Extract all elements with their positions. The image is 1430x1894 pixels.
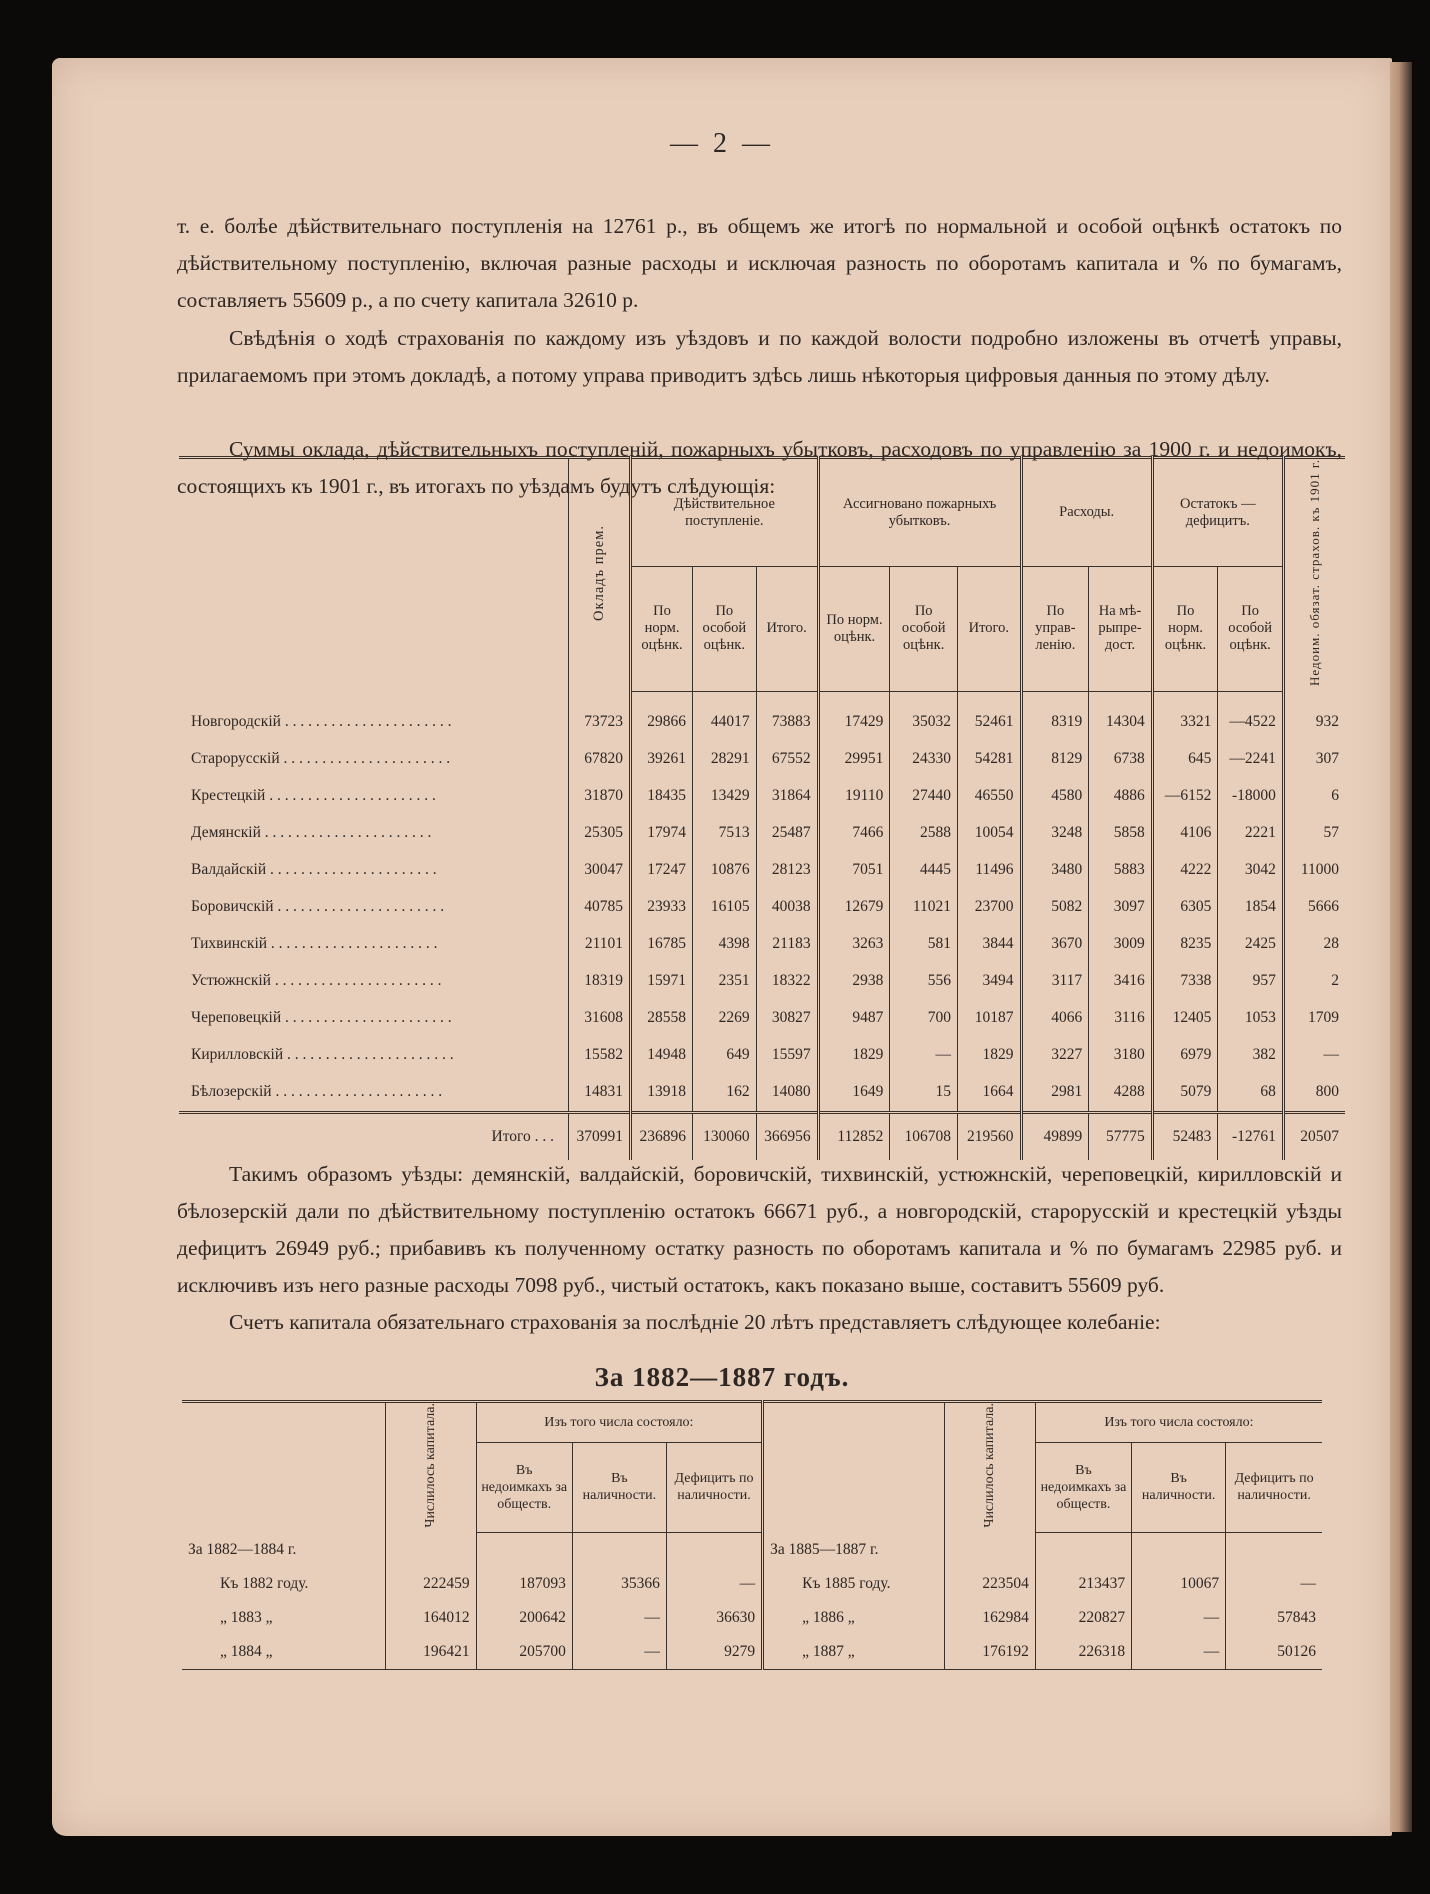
table-cell: 649 bbox=[693, 1037, 757, 1074]
table-cell: 307 bbox=[1283, 741, 1345, 778]
page-number: — 2 — bbox=[670, 128, 774, 159]
page-edge bbox=[1390, 62, 1412, 1832]
header-deficit: Дефицитъ по наличности. bbox=[666, 1442, 762, 1532]
district-name: Устюжнскій . . . . . . . . . . . . . . . . . . . . . . bbox=[191, 972, 442, 990]
table-cell: 35032 bbox=[890, 704, 958, 741]
table-cell: 68 bbox=[1218, 1074, 1284, 1113]
table-cell: 4066 bbox=[1021, 1000, 1089, 1037]
header-v-nalichnosti: Въ наличности. bbox=[1132, 1442, 1226, 1532]
table-cell: 14948 bbox=[631, 1037, 693, 1074]
table-cell: —6152 bbox=[1152, 778, 1218, 815]
table-cell: 2269 bbox=[693, 1000, 757, 1037]
table-cell: 15597 bbox=[756, 1037, 818, 1074]
table-cell: 382 bbox=[1218, 1037, 1284, 1074]
table-row bbox=[179, 1000, 1345, 1037]
leader-dots: . . . . . . . . . . . . . . . . . . . . . . bbox=[270, 972, 442, 990]
table-cell: 13429 bbox=[693, 778, 757, 815]
row-label: Къ 1882 году. bbox=[220, 1575, 309, 1593]
table-cell: 21101 bbox=[569, 926, 631, 963]
district-name: Боровичскій . . . . . . . . . . . . . . . . . . . . . . bbox=[191, 898, 445, 916]
table-cell: — bbox=[1132, 1601, 1226, 1635]
table-cell: 27440 bbox=[890, 778, 958, 815]
header-assignovano: Ассигновано пожарныхъ убытковъ. bbox=[818, 458, 1021, 567]
table-row bbox=[182, 1601, 1322, 1635]
table-cell: 40038 bbox=[756, 889, 818, 926]
table-row bbox=[182, 1635, 1322, 1670]
header-po-osob: По особой оцѣнк. bbox=[1218, 567, 1284, 691]
total-label: Итого . . . bbox=[179, 1112, 569, 1160]
row-label: „ 1884 „ bbox=[220, 1643, 273, 1661]
header-rashody: Расходы. bbox=[1021, 458, 1152, 567]
table-cell: 16785 bbox=[631, 926, 693, 963]
table-cell: 366956 bbox=[756, 1112, 818, 1160]
header-itogo: Итого. bbox=[756, 567, 818, 691]
table-cell: — bbox=[1132, 1635, 1226, 1670]
table-cell: 49899 bbox=[1021, 1112, 1089, 1160]
table-cell: 17429 bbox=[818, 704, 890, 741]
table-cell: — bbox=[572, 1635, 666, 1670]
row-label: За 1885—1887 г. bbox=[763, 1533, 945, 1568]
table-cell bbox=[666, 1533, 762, 1568]
document-page bbox=[52, 58, 1392, 1836]
table-cell: 220827 bbox=[1035, 1601, 1131, 1635]
row-label: „ 1883 „ bbox=[220, 1609, 273, 1627]
table-cell: 12679 bbox=[818, 889, 890, 926]
table-cell: 14831 bbox=[569, 1074, 631, 1113]
table-cell: 1664 bbox=[958, 1074, 1022, 1113]
capital-table bbox=[182, 1400, 1322, 1670]
left-header-chislilos: Числилось капитала. bbox=[385, 1402, 476, 1533]
table-cell: 7513 bbox=[693, 815, 757, 852]
header-v-nedoimkah: Въ недоимкахъ за обществ. bbox=[476, 1442, 572, 1532]
table-cell: 7338 bbox=[1152, 963, 1218, 1000]
table-cell: 7466 bbox=[818, 815, 890, 852]
table-cell: 15582 bbox=[569, 1037, 631, 1074]
table-cell: 3670 bbox=[1021, 926, 1089, 963]
right-label-header bbox=[763, 1402, 945, 1533]
table-cell: — bbox=[890, 1037, 958, 1074]
table-cell bbox=[1035, 1533, 1131, 1568]
table-cell: 219560 bbox=[958, 1112, 1022, 1160]
table-cell: 3494 bbox=[958, 963, 1022, 1000]
table-cell: 13918 bbox=[631, 1074, 693, 1113]
leader-dots: . . . . . . . . . . . . . . . . . . . . . . bbox=[273, 898, 445, 916]
table-cell: 6 bbox=[1283, 778, 1345, 815]
table-cell: 36630 bbox=[666, 1601, 762, 1635]
table-cell: 5082 bbox=[1021, 889, 1089, 926]
table-cell: — bbox=[1226, 1567, 1322, 1601]
table-cell: 1854 bbox=[1218, 889, 1284, 926]
table-cell: —4522 bbox=[1218, 704, 1284, 741]
table-cell: 30827 bbox=[756, 1000, 818, 1037]
table-cell: 57 bbox=[1283, 815, 1345, 852]
table-cell: 11000 bbox=[1283, 852, 1345, 889]
header-v-nedoimkah: Въ недоимкахъ за обществ. bbox=[1035, 1442, 1131, 1532]
leader-dots: . . . . . . . . . . . . . . . . . . . . . . bbox=[280, 713, 452, 731]
leader-dots: . . . bbox=[530, 1127, 555, 1145]
table-cell: 73723 bbox=[569, 704, 631, 741]
table-cell: 700 bbox=[890, 1000, 958, 1037]
table-cell: 130060 bbox=[693, 1112, 757, 1160]
table-row bbox=[179, 852, 1345, 889]
table-cell: 7051 bbox=[818, 852, 890, 889]
table-cell: 15 bbox=[890, 1074, 958, 1113]
paragraph-5: Счетъ капитала обязательнаго страхованія за послѣдніе 20 лѣтъ представляетъ слѣдующее колебаніе: bbox=[229, 1310, 1161, 1334]
table-cell: 57843 bbox=[1226, 1601, 1322, 1635]
left-label-header bbox=[182, 1402, 385, 1533]
paragraph-4: Такимъ образомъ уѣзды: демянскій, валдайскій, боровичскій, тихвинскій, устюжнскій, череповецкій, кирилловскій и бѣлозерскій дали по дѣйствительному поступленію остатокъ 66671 руб., а новгородскій, старорусскій и крестецкій уѣзды дефицитъ 26949 руб.; прибавивъ къ полученному остатку разность по оборотамъ капитала и % по бумагамъ 22985 руб. и исключивъ изъ него разные расходы 7098 руб., чистый остатокъ, какъ показано выше, составитъ 55609 руб. bbox=[177, 1162, 1342, 1297]
table-cell: 11496 bbox=[958, 852, 1022, 889]
table-cell: 31870 bbox=[569, 778, 631, 815]
table-cell: — bbox=[666, 1567, 762, 1601]
table-cell: 2 bbox=[1283, 963, 1345, 1000]
table-row bbox=[179, 1074, 1345, 1113]
table-cell: 3116 bbox=[1089, 1000, 1153, 1037]
leader-dots: . . . . . . . . . . . . . . . . . . . . . . bbox=[271, 1083, 443, 1101]
table-cell: 2588 bbox=[890, 815, 958, 852]
header-deficit: Дефицитъ по наличности. bbox=[1226, 1442, 1322, 1532]
right-header-iz-togo: Изъ того числа состояло: bbox=[1035, 1402, 1322, 1443]
paragraph-1: т. е. болѣе дѣйствительнаго поступленія на 12761 р., въ общемъ же итогѣ по нормальной и особой оцѣнкѣ остатокъ по дѣйствительному поступленію, включая разные расходы и исключая разность по оборотамъ капитала и % по бумагамъ, составляетъ 55609 р., а по счету капитала 32610 р. bbox=[177, 214, 1342, 312]
table-cell: 112852 bbox=[818, 1112, 890, 1160]
leader-dots: . . . . . . . . . . . . . . . . . . . . . . bbox=[281, 1009, 452, 1027]
district-totals-table bbox=[179, 456, 1345, 1160]
row-label: „ 1886 „ bbox=[763, 1601, 945, 1635]
table-cell: 1829 bbox=[818, 1037, 890, 1074]
table-cell: 28123 bbox=[756, 852, 818, 889]
table-cell: 3248 bbox=[1021, 815, 1089, 852]
spacer-row bbox=[179, 691, 1345, 704]
table-cell: 29951 bbox=[818, 741, 890, 778]
table-cell: 4886 bbox=[1089, 778, 1153, 815]
table-cell: 8319 bbox=[1021, 704, 1089, 741]
table-cell: 28291 bbox=[693, 741, 757, 778]
header-po-norm: По норм. оцѣнк. bbox=[1152, 567, 1218, 691]
table-cell: 6738 bbox=[1089, 741, 1153, 778]
left-header-iz-togo: Изъ того числа состояло: bbox=[476, 1402, 763, 1443]
table-cell: 196421 bbox=[385, 1635, 476, 1670]
table-cell: 17974 bbox=[631, 815, 693, 852]
district-name: Череповецкій . . . . . . . . . . . . . . . . . . . . . . bbox=[191, 1009, 452, 1027]
leader-dots: . . . . . . . . . . . . . . . . . . . . . . bbox=[283, 1046, 454, 1064]
table-cell: 4445 bbox=[890, 852, 958, 889]
row-label: „ 1887 „ bbox=[763, 1635, 945, 1670]
table-cell: 2981 bbox=[1021, 1074, 1089, 1113]
table-cell: 21183 bbox=[756, 926, 818, 963]
table-cell: 2425 bbox=[1218, 926, 1284, 963]
table-cell: 3480 bbox=[1021, 852, 1089, 889]
table-cell: 2351 bbox=[693, 963, 757, 1000]
table-cell: 957 bbox=[1218, 963, 1284, 1000]
table-cell: 31864 bbox=[756, 778, 818, 815]
table-cell: 19110 bbox=[818, 778, 890, 815]
table-cell: 5858 bbox=[1089, 815, 1153, 852]
table-cell: 3844 bbox=[958, 926, 1022, 963]
table-cell: 10067 bbox=[1132, 1567, 1226, 1601]
table-cell: 1053 bbox=[1218, 1000, 1284, 1037]
table-cell: 18322 bbox=[756, 963, 818, 1000]
district-name: Крестецкій . . . . . . . . . . . . . . . . . . . . . . bbox=[191, 787, 436, 805]
header-nedoimki: Недоим. обязат. страхов. къ 1901 г. bbox=[1283, 458, 1345, 692]
paragraph-3: Суммы оклада, дѣйствительныхъ поступленій, пожарныхъ убытковъ, расходовъ по управленію за 1900 г. и недоимокъ, состоящихъ къ 1901 г., въ итогахъ по уѣздамъ будутъ слѣдующія: bbox=[177, 437, 1342, 498]
table-cell: — bbox=[1283, 1037, 1345, 1074]
period-row bbox=[182, 1533, 1322, 1568]
table-cell bbox=[385, 1533, 476, 1568]
table-cell: 52483 bbox=[1152, 1112, 1218, 1160]
table-cell: 3263 bbox=[818, 926, 890, 963]
table-cell: 3117 bbox=[1021, 963, 1089, 1000]
table-cell: 6979 bbox=[1152, 1037, 1218, 1074]
district-column-header bbox=[179, 458, 569, 692]
table-cell: 10876 bbox=[693, 852, 757, 889]
table-cell: 20507 bbox=[1283, 1112, 1345, 1160]
header-po-upravleniyu: По управ-ленію. bbox=[1021, 567, 1089, 691]
table-row bbox=[179, 815, 1345, 852]
table-cell: 14080 bbox=[756, 1074, 818, 1113]
table-cell: 14304 bbox=[1089, 704, 1153, 741]
table-cell: 8235 bbox=[1152, 926, 1218, 963]
table-cell: 10054 bbox=[958, 815, 1022, 852]
table-cell: 31608 bbox=[569, 1000, 631, 1037]
district-name: Старорусскій . . . . . . . . . . . . . . . . . . . . . . bbox=[191, 750, 451, 768]
table-row bbox=[179, 704, 1345, 741]
table-cell: 15971 bbox=[631, 963, 693, 1000]
table-row bbox=[179, 963, 1345, 1000]
section-title: За 1882—1887 годъ. bbox=[594, 1362, 850, 1392]
table-cell: 205700 bbox=[476, 1635, 572, 1670]
table-cell: 4106 bbox=[1152, 815, 1218, 852]
table-cell: 4288 bbox=[1089, 1074, 1153, 1113]
table-cell: 17247 bbox=[631, 852, 693, 889]
table-cell: 5666 bbox=[1283, 889, 1345, 926]
table-cell: 213437 bbox=[1035, 1567, 1131, 1601]
table-cell: 25305 bbox=[569, 815, 631, 852]
table-cell: 12405 bbox=[1152, 1000, 1218, 1037]
table-cell: 2938 bbox=[818, 963, 890, 1000]
leader-dots: . . . . . . . . . . . . . . . . . . . . . . bbox=[260, 824, 432, 842]
header-ostatok: Остатокъ —дефицитъ. bbox=[1152, 458, 1283, 567]
table-cell: 6305 bbox=[1152, 889, 1218, 926]
leader-dots: . . . . . . . . . . . . . . . . . . . . . . bbox=[265, 787, 436, 805]
table-cell: 645 bbox=[1152, 741, 1218, 778]
table-cell: 370991 bbox=[569, 1112, 631, 1160]
district-name: Демянскій . . . . . . . . . . . . . . . . . . . . . . bbox=[191, 824, 432, 842]
table-cell: 222459 bbox=[385, 1567, 476, 1601]
table-cell: 25487 bbox=[756, 815, 818, 852]
table-cell: 581 bbox=[890, 926, 958, 963]
table-cell: 54281 bbox=[958, 741, 1022, 778]
table-cell: 57775 bbox=[1089, 1112, 1153, 1160]
table-cell: 11021 bbox=[890, 889, 958, 926]
table-cell: 46550 bbox=[958, 778, 1022, 815]
table-cell: 52461 bbox=[958, 704, 1022, 741]
paragraph-2: Свѣдѣнія о ходѣ страхованія по каждому изъ уѣздовъ и по каждой волости подробно изложены въ отчетѣ управы, прилагаемомъ при этомъ докладѣ, а потому управа приводитъ здѣсь лишь нѣкоторыя цифровыя данныя по этому дѣлу. bbox=[177, 326, 1342, 387]
total-row bbox=[179, 1112, 1345, 1160]
table-row bbox=[179, 778, 1345, 815]
table-cell: 556 bbox=[890, 963, 958, 1000]
table-cell: 162984 bbox=[944, 1601, 1035, 1635]
table-cell bbox=[476, 1533, 572, 1568]
table-row bbox=[179, 926, 1345, 963]
district-name: Валдайскій . . . . . . . . . . . . . . . . . . . . . . bbox=[191, 861, 437, 879]
table-cell: 10187 bbox=[958, 1000, 1022, 1037]
table-cell: 5079 bbox=[1152, 1074, 1218, 1113]
row-label: Къ 1885 году. bbox=[763, 1567, 945, 1601]
table-row bbox=[179, 741, 1345, 778]
table-cell: 16105 bbox=[693, 889, 757, 926]
district-name: Тихвинскій . . . . . . . . . . . . . . . . . . . . . . bbox=[191, 935, 438, 953]
leader-dots: . . . . . . . . . . . . . . . . . . . . . . bbox=[267, 935, 438, 953]
table-cell: 1829 bbox=[958, 1037, 1022, 1074]
table-cell: 800 bbox=[1283, 1074, 1345, 1113]
table-cell: 932 bbox=[1283, 704, 1345, 741]
table-cell: 226318 bbox=[1035, 1635, 1131, 1670]
table-cell: 1709 bbox=[1283, 1000, 1345, 1037]
table-cell bbox=[572, 1533, 666, 1568]
row-label: За 1882—1884 г. bbox=[188, 1540, 297, 1558]
header-po-osob: По особой оцѣнк. bbox=[693, 567, 757, 691]
table-cell: 3042 bbox=[1218, 852, 1284, 889]
table-cell: 18319 bbox=[569, 963, 631, 1000]
table-cell: 18435 bbox=[631, 778, 693, 815]
header-deistvitelnoe: Дѣйствительное поступленіе. bbox=[631, 458, 819, 567]
table-cell: 35366 bbox=[572, 1567, 666, 1601]
header-po-norm: По норм. оцѣнк. bbox=[631, 567, 693, 691]
header-na-mery: На мѣ-рыпре-дост. bbox=[1089, 567, 1153, 691]
district-name: Новгородскій . . . . . . . . . . . . . . . . . . . . . . bbox=[191, 713, 452, 731]
header-po-norm: По норм. оцѣнк. bbox=[818, 567, 890, 691]
table-cell: 5883 bbox=[1089, 852, 1153, 889]
header-v-nalichnosti: Въ наличности. bbox=[572, 1442, 666, 1532]
header-itogo: Итого. bbox=[958, 567, 1022, 691]
table-cell: 4580 bbox=[1021, 778, 1089, 815]
right-header-chislilos: Числилось капитала. bbox=[944, 1402, 1035, 1533]
district-name: Бѣлозерскій . . . . . . . . . . . . . . . . . . . . . . bbox=[191, 1083, 443, 1101]
leader-dots: . . . . . . . . . . . . . . . . . . . . . . bbox=[279, 750, 451, 768]
table-cell: 176192 bbox=[944, 1635, 1035, 1670]
district-rows bbox=[179, 691, 1345, 1160]
table-cell: 8129 bbox=[1021, 741, 1089, 778]
table-cell: —2241 bbox=[1218, 741, 1284, 778]
leader-dots: . . . . . . . . . . . . . . . . . . . . . . bbox=[266, 861, 437, 879]
table-cell: 28 bbox=[1283, 926, 1345, 963]
table-cell: 162 bbox=[693, 1074, 757, 1113]
table-cell: 73883 bbox=[756, 704, 818, 741]
table-cell: 3180 bbox=[1089, 1037, 1153, 1074]
table-cell bbox=[1132, 1533, 1226, 1568]
district-name: Кирилловскій . . . . . . . . . . . . . . . . . . . . . . bbox=[191, 1046, 454, 1064]
table-cell: 3321 bbox=[1152, 704, 1218, 741]
table-cell: 236896 bbox=[631, 1112, 693, 1160]
table-row bbox=[179, 1037, 1345, 1074]
table-cell: 9279 bbox=[666, 1635, 762, 1670]
table-cell: 164012 bbox=[385, 1601, 476, 1635]
table-cell: -18000 bbox=[1218, 778, 1284, 815]
table-cell bbox=[1226, 1533, 1322, 1568]
table-cell bbox=[944, 1533, 1035, 1568]
header-oklad: Окладъ прем. bbox=[569, 458, 631, 692]
table-cell: 3097 bbox=[1089, 889, 1153, 926]
header-po-osob: По особой оцѣнк. bbox=[890, 567, 958, 691]
table-cell: 23700 bbox=[958, 889, 1022, 926]
table-cell: — bbox=[572, 1601, 666, 1635]
table-cell: 3009 bbox=[1089, 926, 1153, 963]
table-cell: -12761 bbox=[1218, 1112, 1284, 1160]
table-cell: 200642 bbox=[476, 1601, 572, 1635]
table-cell: 3227 bbox=[1021, 1037, 1089, 1074]
table-row bbox=[179, 889, 1345, 926]
table-cell: 23933 bbox=[631, 889, 693, 926]
table-cell: 28558 bbox=[631, 1000, 693, 1037]
table-cell: 3416 bbox=[1089, 963, 1153, 1000]
table-cell: 29866 bbox=[631, 704, 693, 741]
table-cell: 106708 bbox=[890, 1112, 958, 1160]
table-cell: 30047 bbox=[569, 852, 631, 889]
table-cell: 50126 bbox=[1226, 1635, 1322, 1670]
table-cell: 67552 bbox=[756, 741, 818, 778]
table-cell: 2221 bbox=[1218, 815, 1284, 852]
table-row bbox=[182, 1567, 1322, 1601]
table-cell: 4398 bbox=[693, 926, 757, 963]
table-cell: 9487 bbox=[818, 1000, 890, 1037]
table-cell: 39261 bbox=[631, 741, 693, 778]
table-cell: 40785 bbox=[569, 889, 631, 926]
capital-rows bbox=[182, 1533, 1322, 1670]
table-cell: 223504 bbox=[944, 1567, 1035, 1601]
table-cell: 67820 bbox=[569, 741, 631, 778]
table-cell: 4222 bbox=[1152, 852, 1218, 889]
table-cell: 187093 bbox=[476, 1567, 572, 1601]
table-cell: 44017 bbox=[693, 704, 757, 741]
table-cell: 1649 bbox=[818, 1074, 890, 1113]
table-cell: 24330 bbox=[890, 741, 958, 778]
